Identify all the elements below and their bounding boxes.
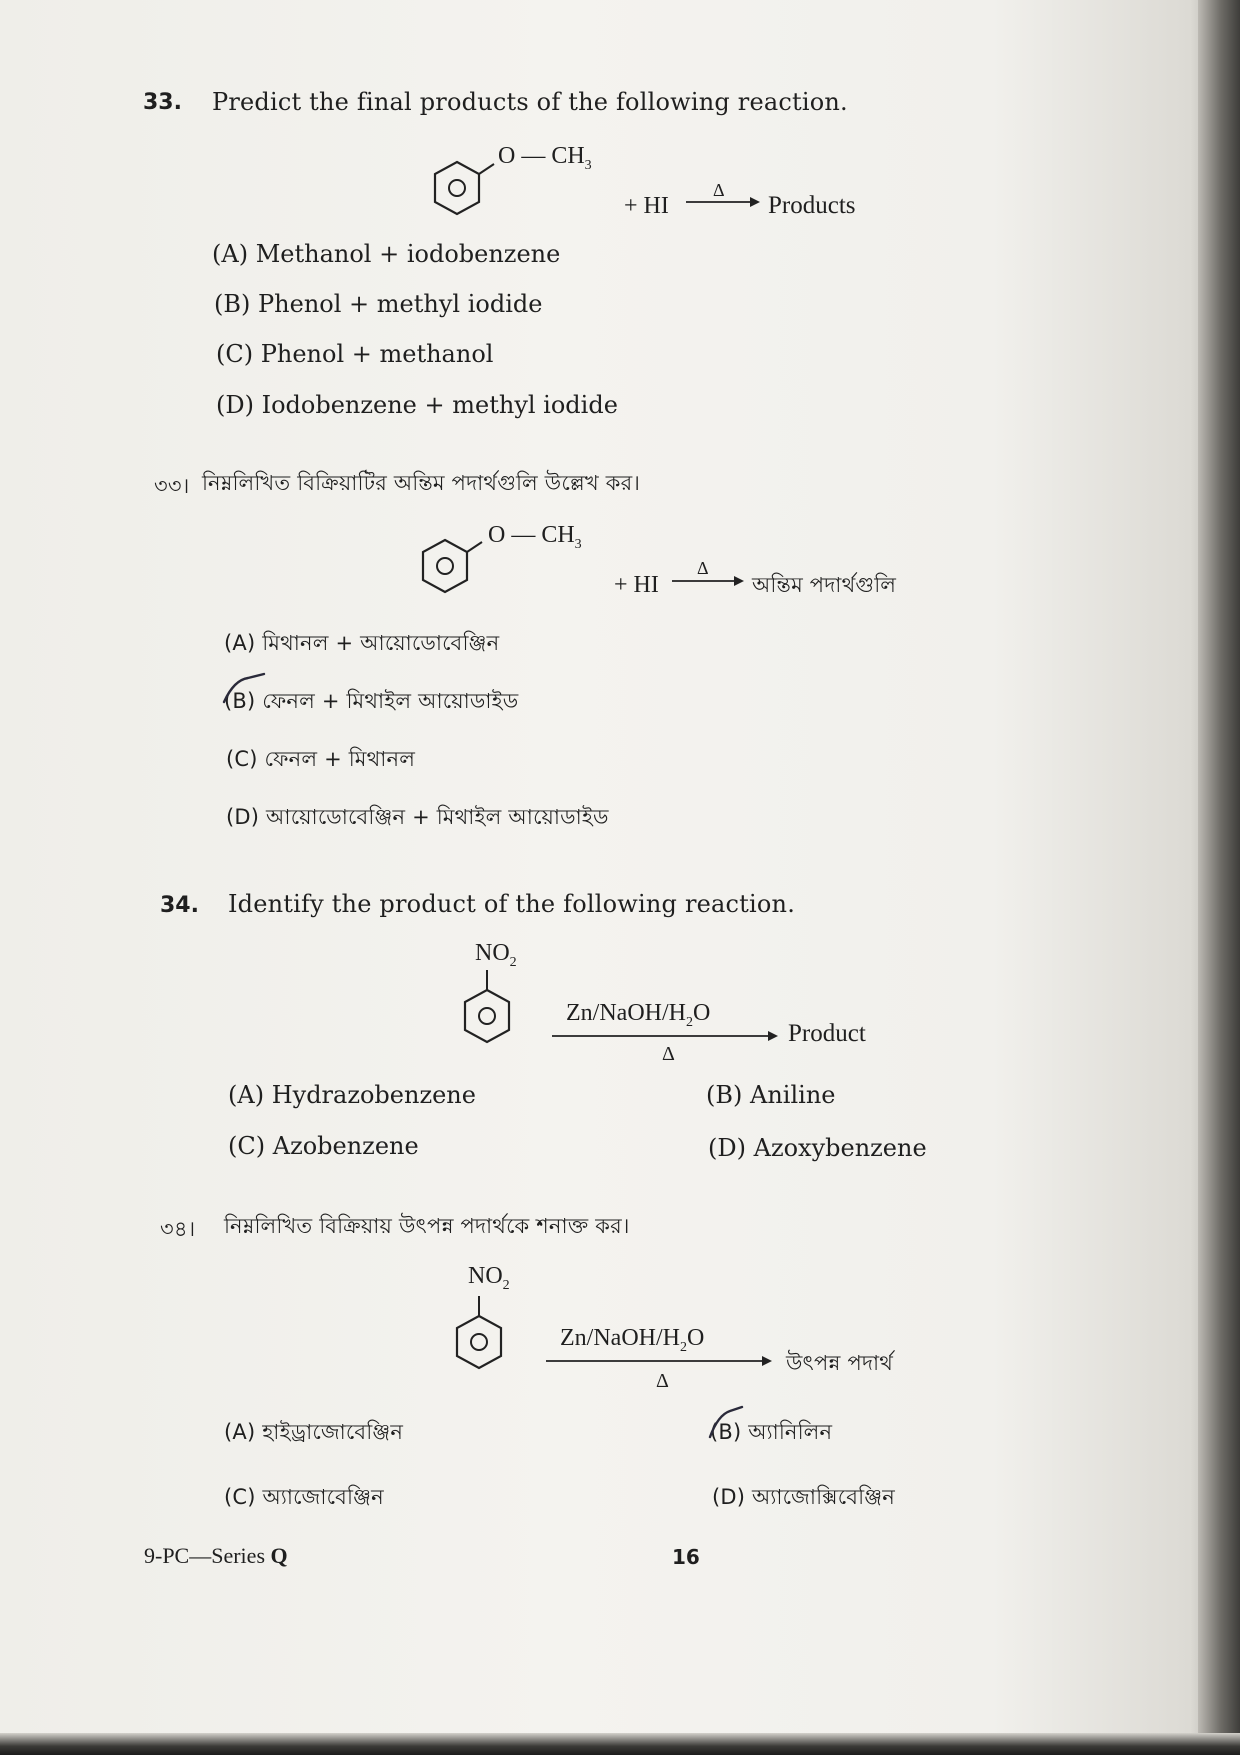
q34-bn-option-c: (C) অ্যাজোবেঞ্জিন xyxy=(224,1485,384,1509)
question-33-text: Predict the final products of the following reaction. xyxy=(212,88,848,116)
q34-bn-reagent: $Zn/NaOH/H_2O$ xyxy=(560,1325,705,1355)
q33-option-d: (D) Iodobenzene + methyl iodide xyxy=(216,391,618,419)
q34-bn-option-d: (D) অ্যাজোক্সিবেঞ্জিন xyxy=(712,1485,895,1509)
question-34-number: 34. xyxy=(160,893,199,918)
question-33-bn-number: ৩৩। xyxy=(154,474,190,498)
q33-arrow-label: Δ xyxy=(713,180,725,200)
q34-option-b: (B) Aniline xyxy=(706,1081,836,1109)
reaction-arrow-icon xyxy=(686,195,760,209)
q34-bn-arrow-label: Δ xyxy=(656,1370,669,1392)
question-34-bn-number: ৩৪। xyxy=(160,1217,196,1241)
q33-option-b: (B) Phenol + methyl iodide xyxy=(214,290,543,318)
q34-bn-substituent: $NO_2$ xyxy=(468,1263,510,1293)
question-34-bn-text: নিম্নলিখিত বিক্রিয়ায় উৎপন্ন পদার্থকে শনাক্ত কর। xyxy=(224,1214,630,1238)
pen-tick-mark xyxy=(220,672,270,712)
benzene-ring-icon xyxy=(432,160,482,216)
q33-bn-reagent: + HI xyxy=(614,572,659,598)
benzene-ring-icon xyxy=(420,538,470,594)
footer-series: 9-PC—Series Q xyxy=(144,1543,288,1568)
q34-reagent: $Zn/NaOH/H_2O$ xyxy=(566,1000,711,1030)
q34-arrow-label: Δ xyxy=(662,1043,675,1065)
q34-bn-result: উৎপন্ন পদার্থ xyxy=(786,1351,894,1375)
reaction-arrow-icon xyxy=(546,1354,772,1368)
q33-bn-substituent: O — $CH_3$ xyxy=(488,522,582,552)
book-spine-shadow xyxy=(1198,0,1240,1755)
q34-option-a: (A) Hydrazobenzene xyxy=(228,1081,476,1109)
question-33-bn-text: নিম্নলিখিত বিক্রিয়াটির অন্তিম পদার্থগুলি উল্লেখ কর। xyxy=(202,471,641,495)
q33-bn-result: অন্তিম পদার্থগুলি xyxy=(752,573,897,597)
q33-substituent: O — $CH_3$ xyxy=(498,143,592,173)
q33-bn-option-a: (A) মিথানল + আয়োডোবেঞ্জিন xyxy=(224,631,500,655)
q33-bn-option-d: (D) আয়োডোবেঞ্জিন + মিথাইল আয়োডাইড xyxy=(226,805,609,829)
q33-reagent: + HI xyxy=(624,193,669,219)
q33-option-c: (C) Phenol + methanol xyxy=(216,340,494,368)
benzene-ring-icon xyxy=(462,988,512,1044)
pen-tick-mark xyxy=(706,1405,746,1445)
reaction-arrow-icon xyxy=(552,1029,778,1043)
q34-result: Product xyxy=(788,1020,866,1047)
q34-substituent: $NO_2$ xyxy=(475,940,517,970)
benzene-ring-icon xyxy=(454,1314,504,1370)
q34-bn-option-b: (B) অ্যানিলিন xyxy=(710,1420,833,1444)
q33-bn-option-c: (C) ফেনল + মিথানল xyxy=(226,747,416,771)
question-34-text: Identify the product of the following reaction. xyxy=(228,890,796,918)
q34-option-c: (C) Azobenzene xyxy=(228,1132,419,1160)
q33-option-a: (A) Methanol + iodobenzene xyxy=(212,240,561,268)
page-number: 16 xyxy=(672,1545,700,1569)
q34-option-d: (D) Azoxybenzene xyxy=(708,1134,927,1162)
q34-bn-option-a: (A) হাইড্রাজোবেঞ্জিন xyxy=(224,1420,404,1444)
reaction-arrow-icon xyxy=(672,574,744,588)
q33-bn-arrow-label: Δ xyxy=(697,558,709,578)
bottom-edge-shadow xyxy=(0,1733,1240,1755)
question-33-number: 33. xyxy=(143,90,182,115)
q33-result: Products xyxy=(768,192,856,219)
q33-bn-option-b: (B) ফেনল + মিথাইল আয়োডাইড xyxy=(224,689,519,713)
